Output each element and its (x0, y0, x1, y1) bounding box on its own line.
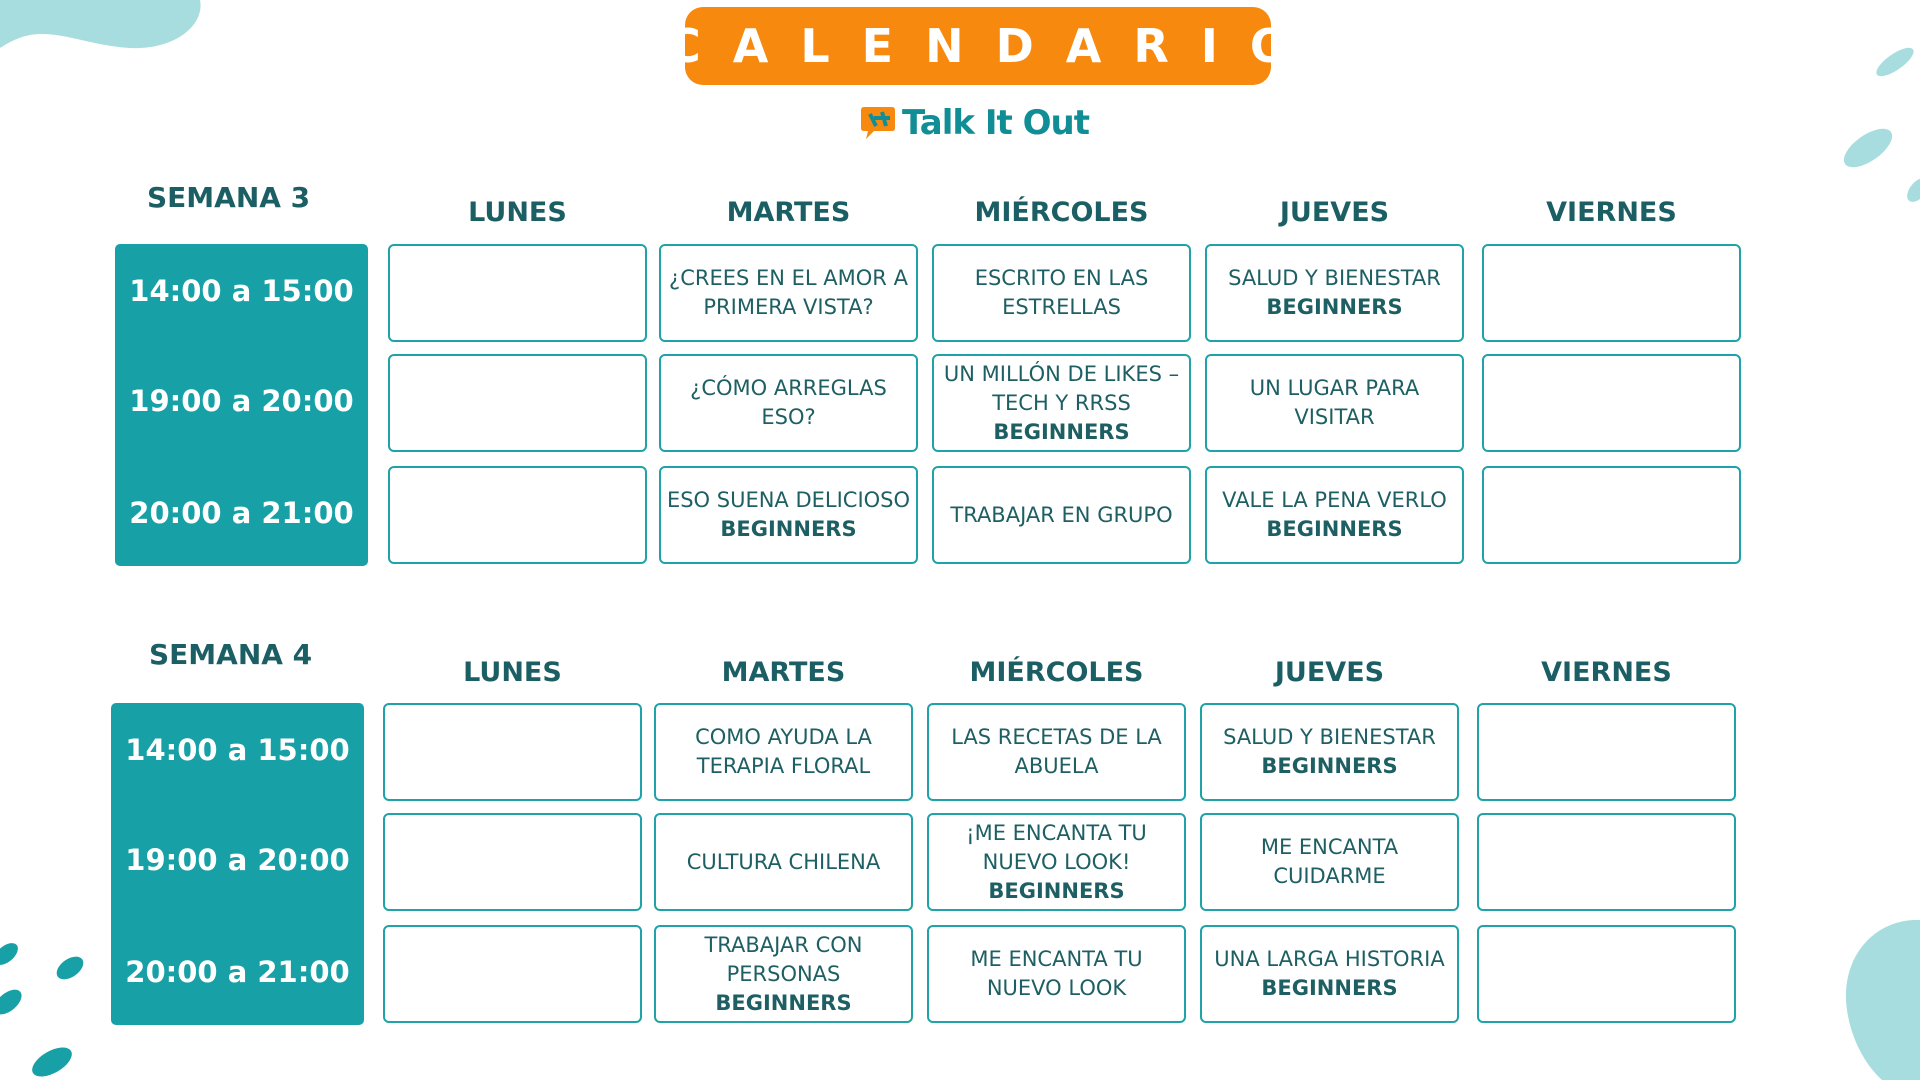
day-header-lunes: LUNES (468, 197, 567, 228)
schedule-cell-lunes (383, 925, 642, 1023)
class-title: TRABAJAR EN GRUPO (950, 502, 1173, 527)
class-level-badge: BEGINNERS (715, 990, 852, 1015)
class-title: VALE LA PENA VERLO (1222, 488, 1447, 512)
schedule-cell-jueves (1200, 703, 1459, 801)
time-slot-label: 20:00 a 21:00 (125, 955, 350, 989)
class-level-badge: BEGINNERS (720, 517, 857, 541)
schedule-cell-viernes (1477, 925, 1736, 1023)
day-header-miercoles: MIÉRCOLES (969, 657, 1144, 688)
schedule-cell-jueves (1205, 466, 1464, 564)
schedule-cell-viernes (1477, 703, 1736, 801)
time-slot-label: 19:00 a 20:00 (129, 384, 354, 418)
day-header-lunes: LUNES (463, 657, 562, 688)
class-title: ME ENCANTA TU NUEVO LOOK (970, 947, 1143, 1000)
class-title: SALUD Y BIENESTAR (1223, 725, 1436, 749)
week-label: SEMANA 4 (149, 638, 313, 671)
decorative-blob-bottom-right (1840, 920, 1920, 1080)
class-title: SALUD Y BIENESTAR (1228, 266, 1441, 290)
schedule-cell-lunes (388, 354, 647, 452)
class-level-badge: BEGINNERS (1261, 976, 1398, 1000)
schedule-cell-lunes (388, 466, 647, 564)
time-slot-label: 14:00 a 15:00 (129, 274, 354, 308)
schedule-cell-miercoles (932, 244, 1191, 342)
schedule-cell-jueves (1205, 354, 1464, 452)
class-level-badge: BEGINNERS (988, 878, 1125, 903)
schedule-cell-miercoles (932, 466, 1191, 564)
class-title: ¿CREES EN EL AMOR A PRIMERA VISTA? (669, 266, 908, 319)
schedule-cell-miercoles (927, 703, 1186, 801)
time-slot-label: 20:00 a 21:00 (129, 496, 354, 530)
day-header-viernes: VIERNES (1546, 197, 1677, 228)
brand-name: Talk It Out (902, 103, 1089, 143)
schedule-cell-martes (654, 813, 913, 911)
day-header-martes: MARTES (726, 197, 851, 228)
class-level-badge: BEGINNERS (1266, 517, 1403, 541)
schedule-cell-martes (659, 354, 918, 452)
day-header-miercoles: MIÉRCOLES (974, 197, 1149, 228)
time-slots-column (115, 244, 368, 566)
class-title: UN LUGAR PARA VISITAR (1249, 376, 1420, 429)
page-title: CALENDARIO (685, 7, 1271, 85)
schedule-cell-lunes (383, 813, 642, 911)
schedule-cell-miercoles (932, 354, 1191, 452)
schedule-cell-jueves (1200, 925, 1459, 1023)
speech-bubble-logo-icon (860, 104, 896, 142)
brand-logo (860, 100, 1089, 146)
class-title: ¿CÓMO ARREGLAS ESO? (690, 376, 887, 429)
class-title: ESCRITO EN LAS ESTRELLAS (974, 266, 1149, 319)
schedule-cell-martes (654, 703, 913, 801)
class-title: CULTURA CHILENA (686, 849, 881, 874)
day-header-viernes: VIERNES (1541, 657, 1672, 688)
class-level-badge: BEGINNERS (1266, 295, 1403, 319)
schedule-cell-viernes (1482, 354, 1741, 452)
schedule-cell-martes (654, 925, 913, 1023)
schedule-cell-viernes (1482, 466, 1741, 564)
schedule-cell-lunes (388, 244, 647, 342)
time-slot-label: 19:00 a 20:00 (125, 843, 350, 877)
schedule-cell-martes (659, 244, 918, 342)
time-slot-label: 14:00 a 15:00 (125, 733, 350, 767)
day-header-jueves: JUEVES (1274, 657, 1385, 688)
class-level-badge: BEGINNERS (1261, 754, 1398, 778)
class-title: TRABAJAR CON PERSONAS (704, 932, 863, 986)
decorative-drops-top-right (1840, 40, 1920, 210)
week-label: SEMANA 3 (147, 181, 311, 214)
schedule-cell-miercoles (927, 925, 1186, 1023)
class-title: LAS RECETAS DE LA ABUELA (951, 725, 1162, 778)
day-header-jueves: JUEVES (1279, 197, 1390, 228)
day-header-martes: MARTES (721, 657, 846, 688)
time-slots-column (111, 703, 364, 1025)
schedule-cell-jueves (1205, 244, 1464, 342)
decorative-blob-top-left (0, 0, 210, 60)
class-title: COMO AYUDA LA TERAPIA FLORAL (695, 725, 872, 778)
class-title: UN MILLÓN DE LIKES – TECH Y RRSS (943, 361, 1180, 415)
class-title: ESO SUENA DELICIOSO (666, 488, 911, 512)
class-title: ME ENCANTA CUIDARME (1260, 835, 1399, 888)
schedule-cell-viernes (1477, 813, 1736, 911)
class-title: ¡ME ENCANTA TU NUEVO LOOK! (966, 820, 1147, 874)
schedule-cell-miercoles (927, 813, 1186, 911)
schedule-cell-lunes (383, 703, 642, 801)
schedule-cell-martes (659, 466, 918, 564)
decorative-drops-bottom-left (0, 930, 90, 1080)
schedule-cell-jueves (1200, 813, 1459, 911)
class-title: UNA LARGA HISTORIA (1214, 947, 1445, 971)
schedule-cell-viernes (1482, 244, 1741, 342)
class-level-badge: BEGINNERS (993, 419, 1130, 444)
